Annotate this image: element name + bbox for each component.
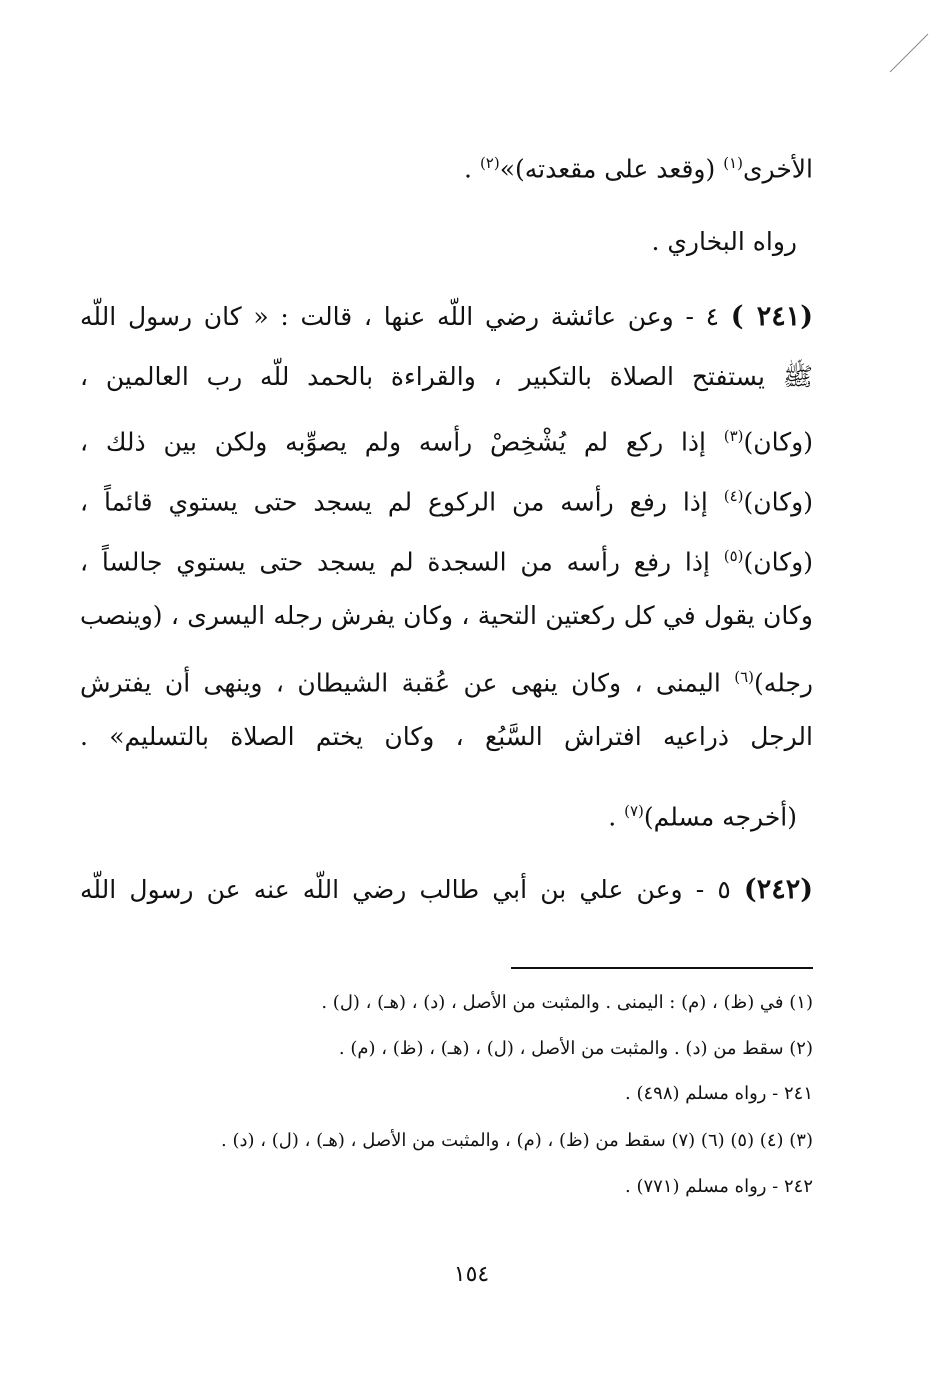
footnote-1: (١) في (ظ) ، (م) : اليمنى . والمثبت من الأصل ، (د) ، (هـ) ، (ل) .: [321, 992, 813, 1013]
hadith-241-line-3: (وكان)$^{(٣)}$ إذا ركع لم يُشْخِصْ رأسه ولم يصوِّبه ولكن بين ذلك ،: [80, 427, 813, 457]
scan-corner-mark: [888, 30, 933, 75]
hadith-number-241: (٢٤١ ): [730, 301, 813, 332]
hadith-241-line-1: (٢٤١ ) ٤ - وعن عائشة رضي اللّه عنها ، قالت : « كان رسول اللّه: [80, 301, 813, 332]
footnote-ref-6: (٦): [734, 668, 755, 686]
text-line-1: الأخرى$^{(١)}$ (وقعد على مقعدته)»$^{(٢)}$ .: [464, 154, 813, 184]
text-line-source: رواه البخاري .: [651, 227, 797, 256]
hadith-241-source: (أخرجه مسلم)$^{(٧)}$ .: [608, 802, 797, 832]
hadith-241-line-5: (وكان)$^{(٥)}$ إذا رفع رأسه من السجدة لم يسجد حتى يستوي جالساً ،: [80, 547, 813, 577]
footnote-ref-4: (٤): [723, 487, 744, 505]
hadith-241-line-4: (وكان)$^{(٤)}$ إذا رفع رأسه من الركوع لم يسجد حتى يستوي قائماً ،: [80, 487, 813, 517]
hadith-241-line-2: ﷺ يستفتح الصلاة بالتكبير ، والقراءة بالحمد للّه رب العالمين ،: [80, 362, 813, 391]
footnote-2: (٢) سقط من (د) . والمثبت من الأصل ، (ل) ، (هـ) ، (ظ) ، (م) .: [338, 1038, 813, 1059]
footnote-242-source: ٢٤٢ - رواه مسلم (٧٧١) .: [625, 1176, 813, 1197]
footnote-ref-3: (٣): [723, 427, 744, 445]
page-number: ١٥٤: [453, 1262, 490, 1287]
footnote-ref-2: (٢): [479, 154, 500, 172]
footnote-divider: [511, 967, 813, 969]
footnote-ref-5: (٥): [723, 547, 744, 565]
footnote-3-7: (٣) (٤) (٥) (٦) (٧) سقط من (ظ) ، (م) ، والمثبت من الأصل ، (هـ) ، (ل) ، (د) .: [221, 1130, 813, 1151]
hadith-number-242: (٢٤٢): [743, 874, 813, 905]
page-body: [80, 0, 813, 1397]
hadith-241-line-7: رجله)$^{(٦)}$ اليمنى ، وكان ينهى عن عُقبة الشيطان ، وينهى أن يفترش: [80, 668, 813, 698]
hadith-241-line-6: وكان يقول في كل ركعتين التحية ، وكان يفرش رجله اليسرى ، (وينصب: [80, 601, 813, 630]
hadith-242-line-1: (٢٤٢) ٥ - وعن علي بن أبي طالب رضي اللّه عنه عن رسول اللّه: [80, 874, 813, 905]
footnote-241-source: ٢٤١ - رواه مسلم (٤٩٨) .: [625, 1083, 813, 1104]
hadith-241-line-8: الرجل ذراعيه افتراش السَّبُع ، وكان يختم الصلاة بالتسليم» .: [80, 722, 813, 751]
footnote-ref-1: (١): [723, 154, 743, 172]
footnote-ref-7: (٧): [624, 802, 644, 820]
